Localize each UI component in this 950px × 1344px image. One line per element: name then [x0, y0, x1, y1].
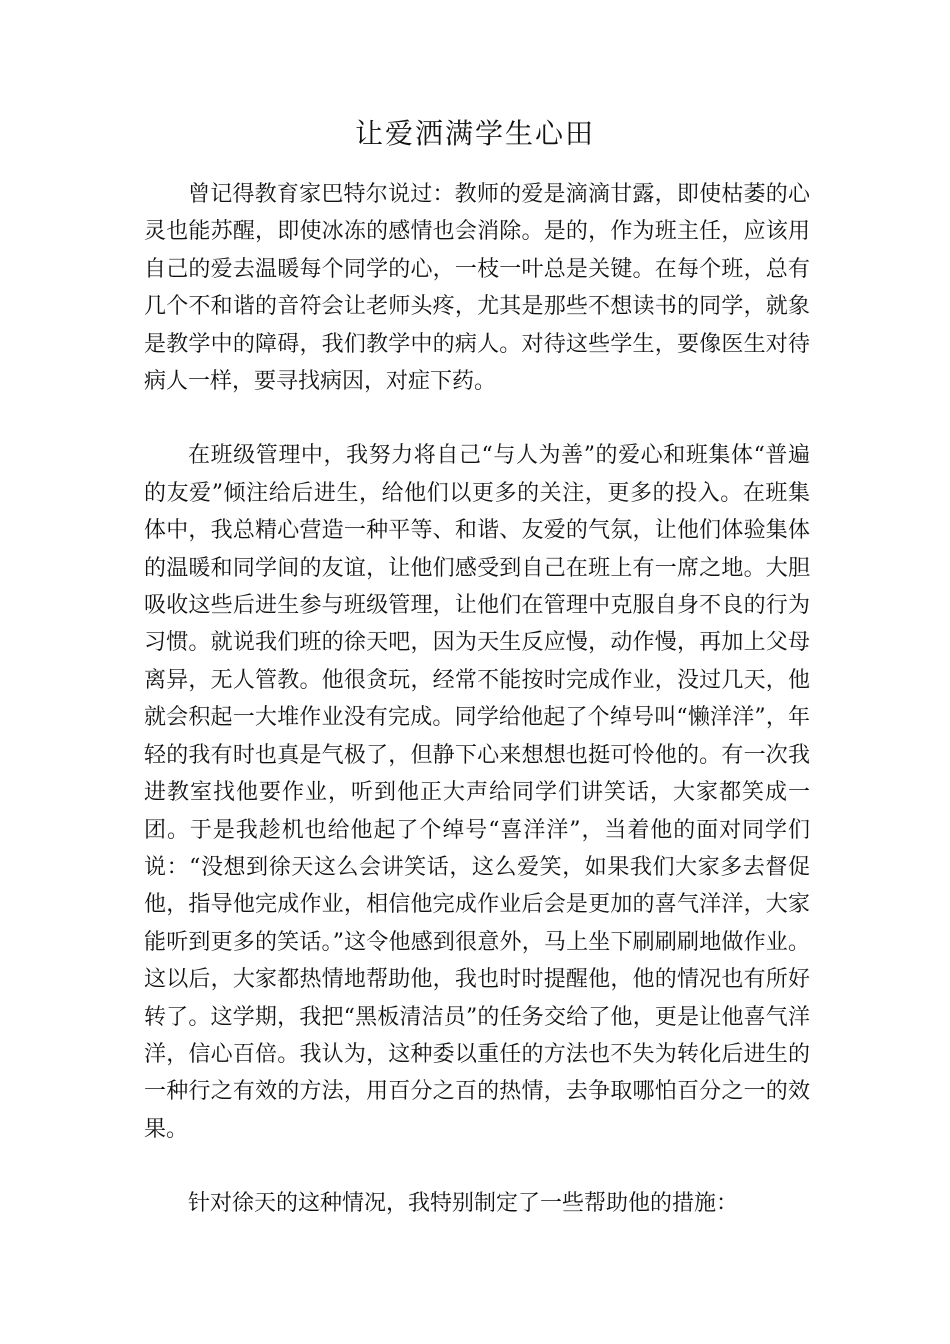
document-body: [144, 176, 810, 1223]
paragraph-3: 针对徐天的这种情况，我特别制定了一些帮助他的措施：: [188, 1191, 739, 1217]
paragraph-2: 在班级管理中，我努力将自己“与人为善”的爱心和班集体“普遍的友爱”倾注给后进生，给他们以更多的关注，更多的投入。在班集体中，我总精心营造一种平等、和谐、友爱的气氛，让他们体验集体的温暖和同学间的友谊，让他们感受到自己在班上有一席之地。大胆吸收这些后进生参与班级管理，让他们在管理中克服自身不良的行为习惯。就说我们班的徐天吧，因为天生反应慢，动作慢，再加上父母离异，无人管教。他很贪玩，经常不能按时完成作业，没过几天，他就会积起一大堆作业没有完成。同学给他起了个绰号叫“懒洋洋”，年轻的我有时也真是气极了，但静下心来想想也挺可怜他的。有一次我进教室找他要作业，听到他正大声给同学们讲笑话，大家都笑成一团。于是我趁机也给他起了个绰号“喜洋洋”，当着他的面对同学们说：“没想到徐天这么会讲笑话，这么爱笑，如果我们大家多去督促他，指导他完成作业，相信他完成作业后会是更加的喜气洋洋，大家能听到更多的笑话。”这令他感到很意外，马上坐下刷刷刷地做作业。这以后，大家都热情地帮助他，我也时时提醒他，他的情况也有所好转了。这学期，我把“黑板清洁员”的任务交给了他，更是让他喜气洋洋，信心百倍。我认为，这种委以重任的方法也不失为转化后进生的一种行之有效的方法，用百分之百的热情，去争取哪怕百分之一的效果。: [144, 443, 810, 1142]
paragraph-1: 曾记得教育家巴特尔说过：教师的爱是滴滴甘露，即使枯萎的心灵也能苏醒，即使冰冻的感情也会消除。是的，作为班主任，应该用自己的爱去温暖每个同学的心，一枝一叶总是关键。在每个班，总有几个不和谐的音符会让老师头疼，尤其是那些不想读书的同学，就象是教学中的障碍，我们教学中的病人。对待这些学生，要像医生对待病人一样，要寻找病因，对症下药。: [144, 182, 810, 395]
document-title: 让爱洒满学生心田: [354, 117, 595, 150]
